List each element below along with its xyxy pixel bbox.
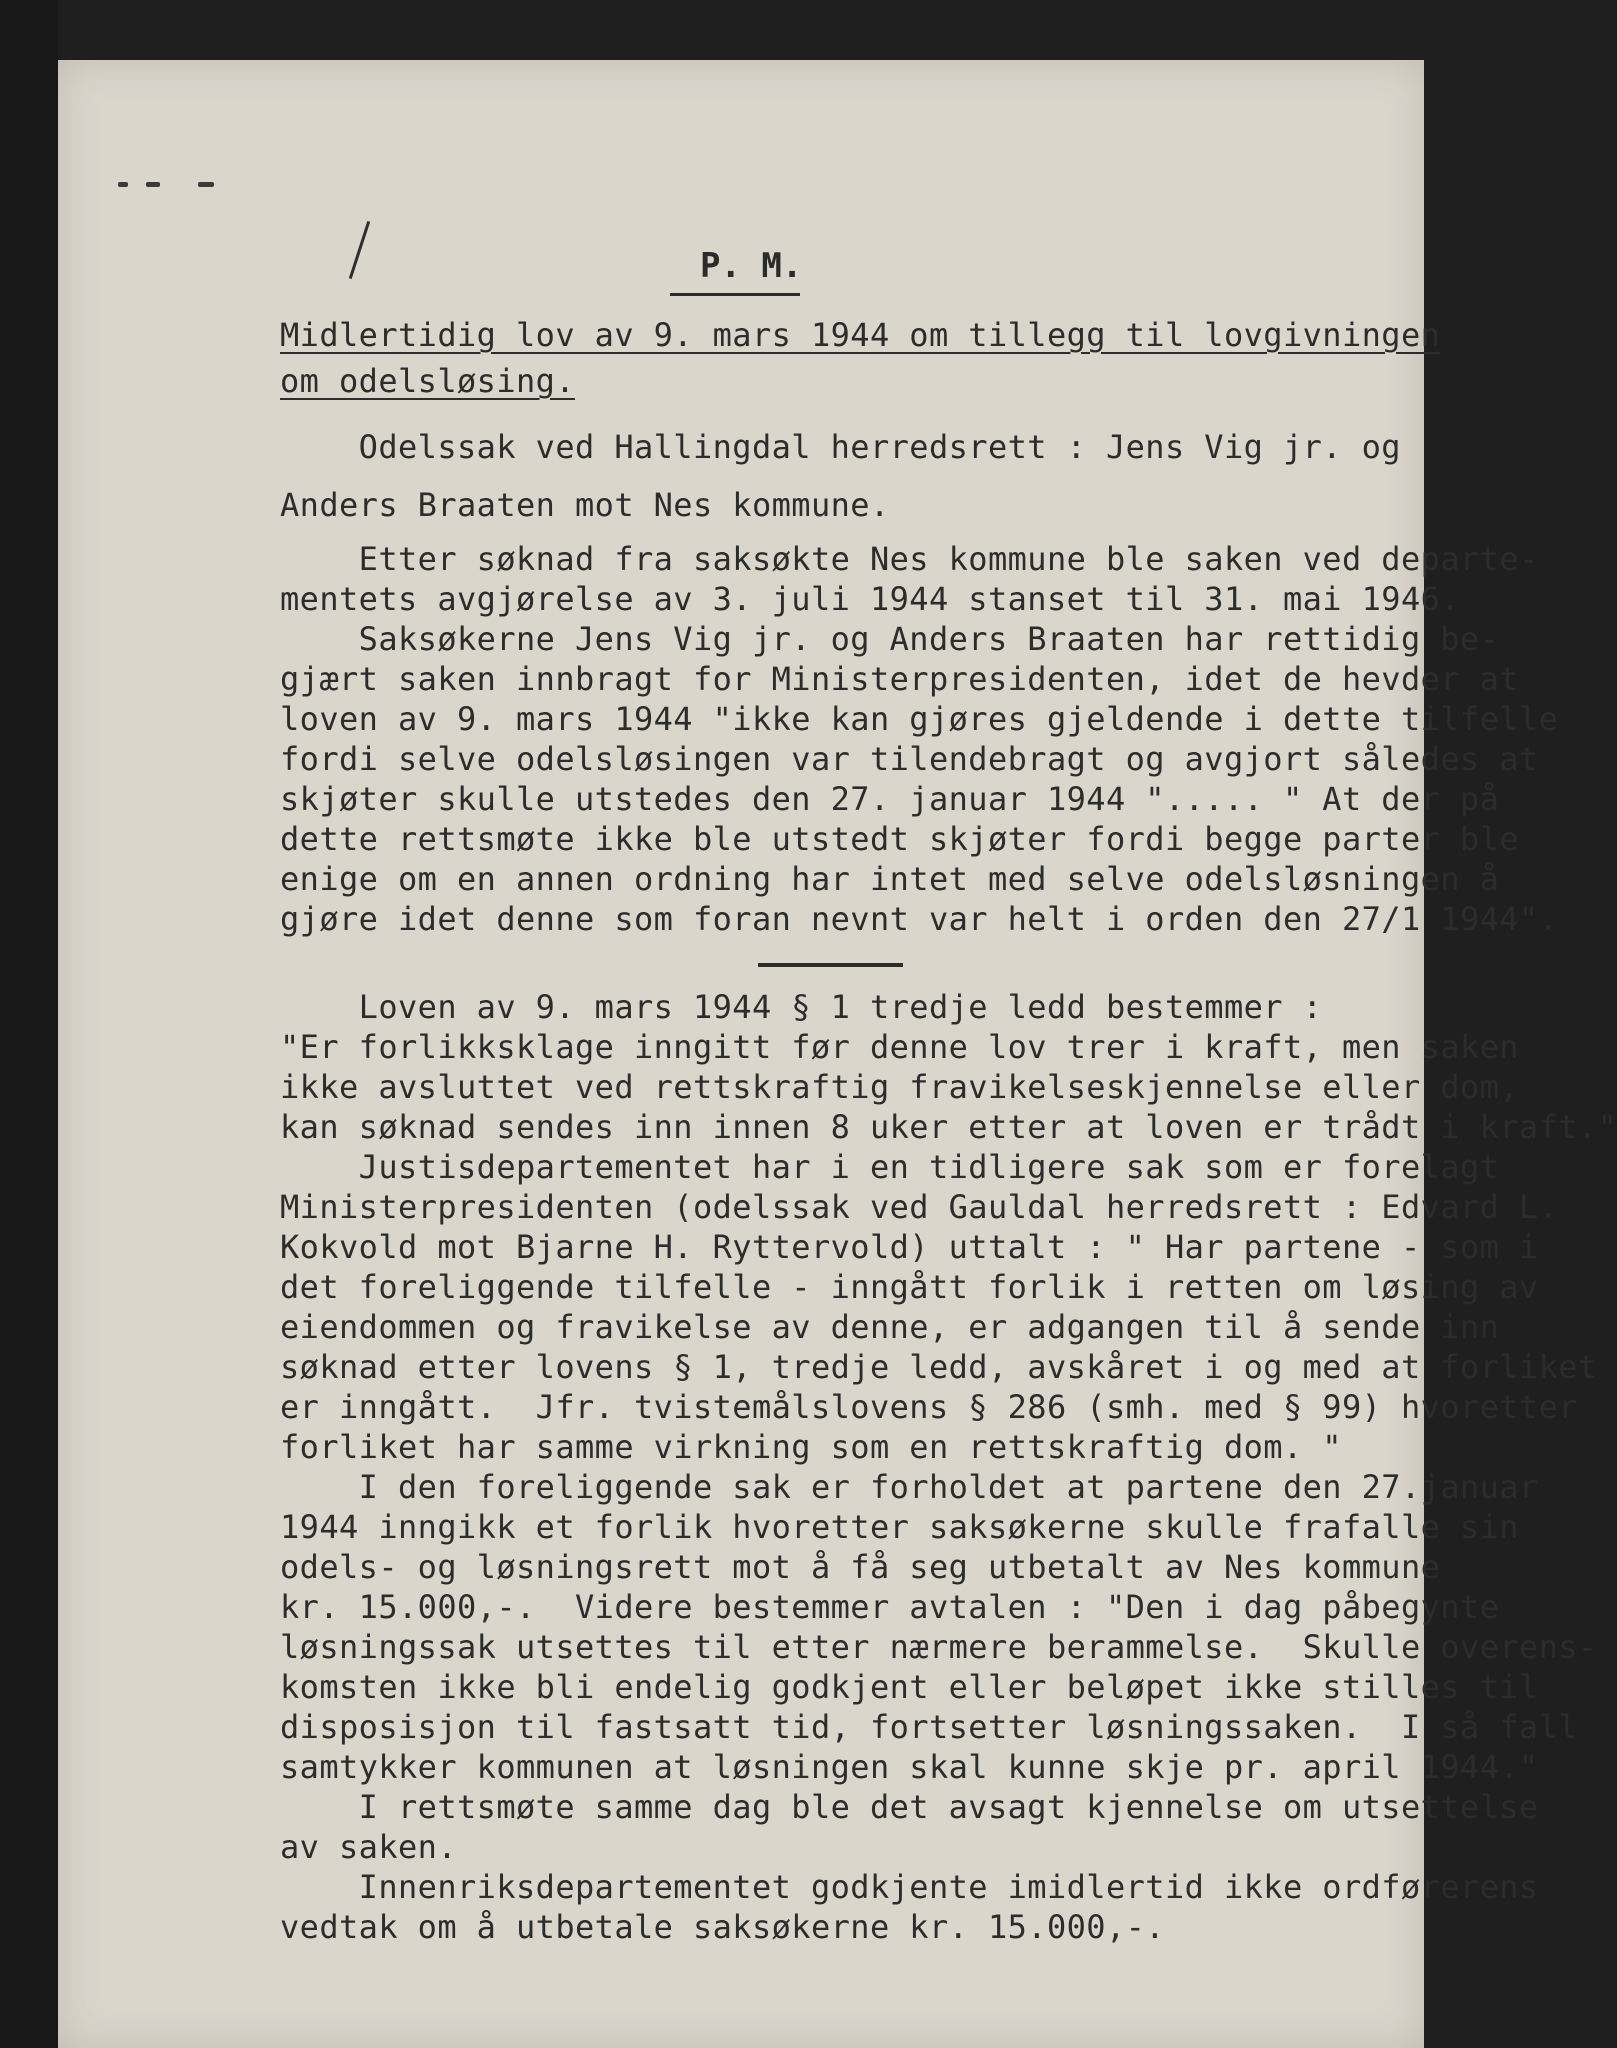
paragraph-line: Innenriksdepartementet godkjente imidlertid ikke ordførerens <box>280 1868 1539 1906</box>
paragraph-line: skjøter skulle utstedes den 27. januar 1944 "..... " At der på <box>280 780 1500 818</box>
handwritten-stroke <box>349 221 370 279</box>
paragraph-line: Loven av 9. mars 1944 § 1 tredje ledd bestemmer : <box>280 988 1323 1026</box>
paragraph-line: er inngått. Jfr. tvistemålslovens § 286 (smh. med § 99) hvoretter <box>280 1388 1578 1426</box>
paragraph-line: Ministerpresidenten (odelssak ved Gauldal herredsrett : Edvard L. <box>280 1188 1559 1226</box>
title-underline <box>670 293 800 296</box>
paragraph-line: Saksøkerne Jens Vig jr. og Anders Braaten har rettidig be- <box>280 620 1500 658</box>
paragraph-line: samtykker kommunen at løsningen skal kunne skje pr. april 1944." <box>280 1748 1539 1786</box>
paragraph-line: kr. 15.000,-. Videre bestemmer avtalen : "Den i dag påbegynte <box>280 1588 1500 1626</box>
paragraph-line: gjært saken innbragt for Ministerpresidenten, idet de hevder at <box>280 660 1519 698</box>
section-separator <box>758 963 903 967</box>
paragraph-line: fordi selve odelsløsingen var tilendebragt og avgjort således at <box>280 740 1539 778</box>
paragraph-line: kan søknad sendes inn innen 8 uker etter at loven er trådt i kraft." <box>280 1108 1617 1146</box>
heading-line-1: Midlertidig lov av 9. mars 1944 om tillegg til lovgivningen <box>280 316 1441 354</box>
binder-edge <box>0 0 58 2048</box>
document-title: P. M. <box>700 246 803 286</box>
paragraph-line: "Er forlikksklage inngitt før denne lov trer i kraft, men saken <box>280 1028 1519 1066</box>
paragraph-line: disposisjon til fastsatt tid, fortsetter løsningssaken. I så fall <box>280 1708 1578 1746</box>
paragraph-line: Kokvold mot Bjarne H. Ryttervold) uttalt : " Har partene - som i <box>280 1228 1539 1266</box>
paragraph-line: Anders Braaten mot Nes kommune. <box>280 486 890 524</box>
paragraph-line: I rettsmøte samme dag ble det avsagt kjennelse om utsettelse <box>280 1788 1539 1826</box>
paragraph-line: odels- og løsningsrett mot å få seg utbetalt av Nes kommune <box>280 1548 1441 1586</box>
paragraph-line: forliket har samme virkning som en rettskraftig dom. " <box>280 1428 1342 1466</box>
paragraph-line: gjøre idet denne som foran nevnt var helt i orden den 27/1 1944". <box>280 900 1559 938</box>
paragraph-line: I den foreliggende sak er forholdet at partene den 27.januar <box>280 1468 1539 1506</box>
paragraph-line: vedtak om å utbetale saksøkerne kr. 15.000,-. <box>280 1908 1165 1946</box>
paragraph-line: av saken. <box>280 1828 457 1866</box>
paragraph-line: enige om en annen ordning har intet med selve odelsløsningen å <box>280 860 1500 898</box>
paragraph-line: ikke avsluttet ved rettskraftig fravikelseskjennelse eller dom, <box>280 1068 1519 1106</box>
paragraph-line: loven av 9. mars 1944 "ikke kan gjøres gjeldende i dette tilfelle <box>280 700 1559 738</box>
paragraph-line: Justisdepartementet har i en tidligere sak som er forelagt <box>280 1148 1500 1186</box>
paragraph-line: 1944 inngikk et forlik hvoretter saksøkerne skulle frafalle sin <box>280 1508 1519 1546</box>
paragraph-line: komsten ikke bli endelig godkjent eller beløpet ikke stilles til <box>280 1668 1539 1706</box>
paragraph-line: Odelssak ved Hallingdal herredsrett : Jens Vig jr. og <box>280 428 1401 466</box>
paragraph-line: løsningssak utsettes til etter nærmere berammelse. Skulle overens- <box>280 1628 1598 1666</box>
heading-line-2: om odelsløsing. <box>280 362 575 400</box>
paragraph-line: søknad etter lovens § 1, tredje ledd, avskåret i og med at forliket <box>280 1348 1598 1386</box>
paragraph-line: Etter søknad fra saksøkte Nes kommune ble saken ved departe- <box>280 540 1539 578</box>
paragraph-line: det foreliggende tilfelle - inngått forlik i retten om løsing av <box>280 1268 1539 1306</box>
document-page <box>58 60 1617 2048</box>
paragraph-line: eiendommen og fravikelse av denne, er adgangen til å sende inn <box>280 1308 1500 1346</box>
corner-mark <box>198 182 214 187</box>
paragraph-line: mentets avgjørelse av 3. juli 1944 stanset til 31. mai 1946. <box>280 580 1460 618</box>
corner-mark <box>146 182 160 187</box>
corner-mark <box>118 182 128 187</box>
paragraph-line: dette rettsmøte ikke ble utstedt skjøter fordi begge parter ble <box>280 820 1519 858</box>
